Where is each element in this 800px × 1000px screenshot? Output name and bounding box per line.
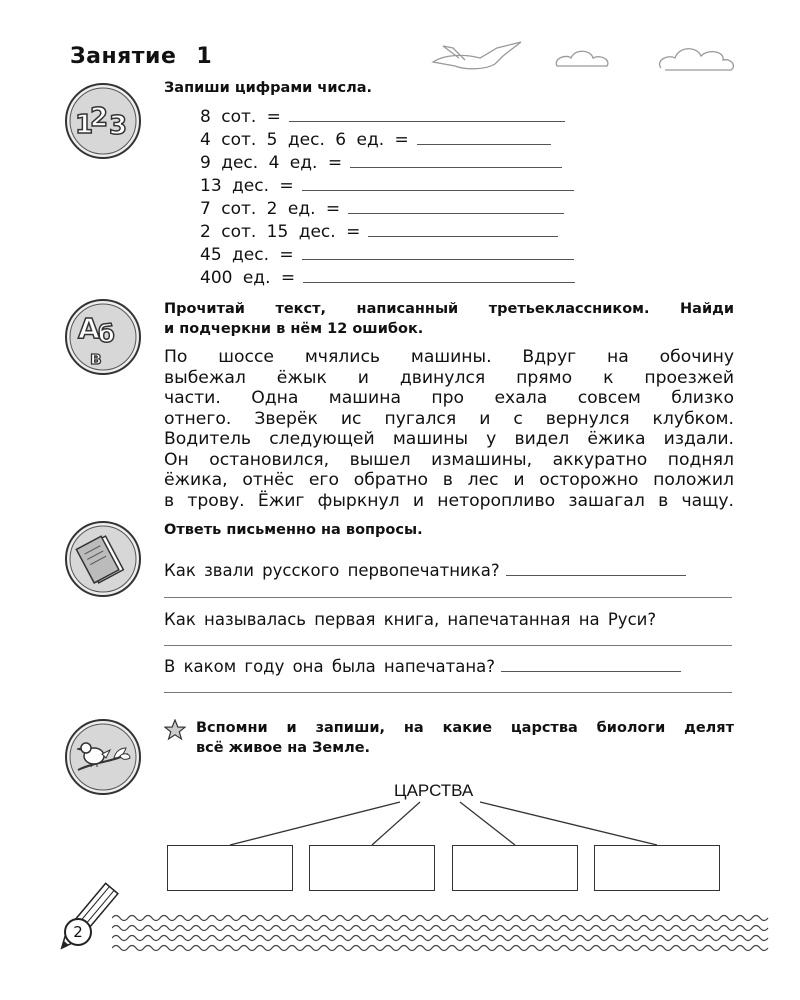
svg-text:в: в [90,348,102,369]
answer-line[interactable] [506,575,686,576]
book-emblem-icon [64,520,142,598]
svg-text:б: б [98,320,115,348]
bird-clouds-decoration [425,36,765,82]
task4-heading: Вспомни и запиши, на какие царства биологи делят всё живое на Земле. [196,720,734,756]
page-number: 2 [64,918,92,946]
wave-decoration [112,912,772,960]
kingdom-answer-box[interactable] [167,845,293,891]
answer-line[interactable] [417,144,551,145]
bird-icon [433,42,521,69]
kingdom-answer-box[interactable] [594,845,720,891]
answer-line[interactable] [303,282,575,283]
lesson-word: Занятие [70,44,177,69]
answer-line[interactable] [350,167,562,168]
svg-text:1: 1 [75,110,94,140]
task2-heading: Прочитай текст, написанный третьеклассником. Найди и подчеркни в нём 12 ошибок. [164,301,734,337]
answer-line[interactable] [164,597,732,598]
answer-line[interactable] [368,236,558,237]
question-row: Как звали русского первопечатника? [164,556,686,580]
wave-line [112,946,768,951]
cloud-icon [556,51,608,66]
svg-text:А: А [78,312,100,345]
task3-heading: Ответь письменно на вопросы. [164,522,423,538]
answer-line[interactable] [164,692,732,693]
svg-text:2: 2 [90,103,109,133]
number-row: 45 дес. = [200,243,574,265]
letters-emblem-icon [64,298,142,376]
number-row: 4 сот. 5 дес. 6 ед. = [200,128,551,150]
answer-line[interactable] [501,671,681,672]
number-row: 2 сот. 15 дес. = [200,220,558,242]
lesson-title [70,44,212,69]
wave-line [112,936,768,941]
number-row: 400 ед. = [200,266,575,288]
svg-text:3: 3 [109,111,128,141]
answer-line[interactable] [348,213,564,214]
error-text-paragraph: По шоссе мчялись машины. Вдруг на обочину выбежал ёжык и двинулся прямо к проезжей части. Одна машина про ехала совсем близко отнего. Зверёк ис пугался и с вернулся клубком. Водитель следующей машины у видел ёжика издали. Он остановился, вышел измашины, аккуратно поднял ёжика, отнёс его обратно в лес и осторожно положил в трову. Ёжиг фыркнул и неторопливо зашагал в чащу. [164,347,734,511]
number-row: 8 сот. = [200,105,565,127]
bird-emblem-icon [64,718,142,796]
answer-line[interactable] [302,190,574,191]
cloud-icon [660,49,734,70]
number-row: 13 дес. = [200,174,574,196]
wave-line [112,916,768,921]
answer-line[interactable] [164,645,732,646]
kingdoms-connector-lines [160,800,740,850]
answer-line[interactable] [302,259,574,260]
task1-heading: Запиши цифрами числа. [164,80,373,96]
question-row: В каком году она была напечатана? [164,652,681,676]
kingdom-answer-box[interactable] [452,845,578,891]
answer-line[interactable] [289,121,565,122]
wave-line [112,926,768,931]
number-row: 7 сот. 2 ед. = [200,197,564,219]
kingdoms-label: ЦАРСТВА [394,781,474,800]
question-row: Как называлась первая книга, напечатанная на Руси? [164,610,657,629]
numbers-emblem-icon [64,82,142,160]
kingdom-answer-box[interactable] [309,845,435,891]
number-row: 9 дес. 4 ед. = [200,151,562,173]
star-icon [164,719,186,741]
lesson-number: 1 [196,44,213,69]
